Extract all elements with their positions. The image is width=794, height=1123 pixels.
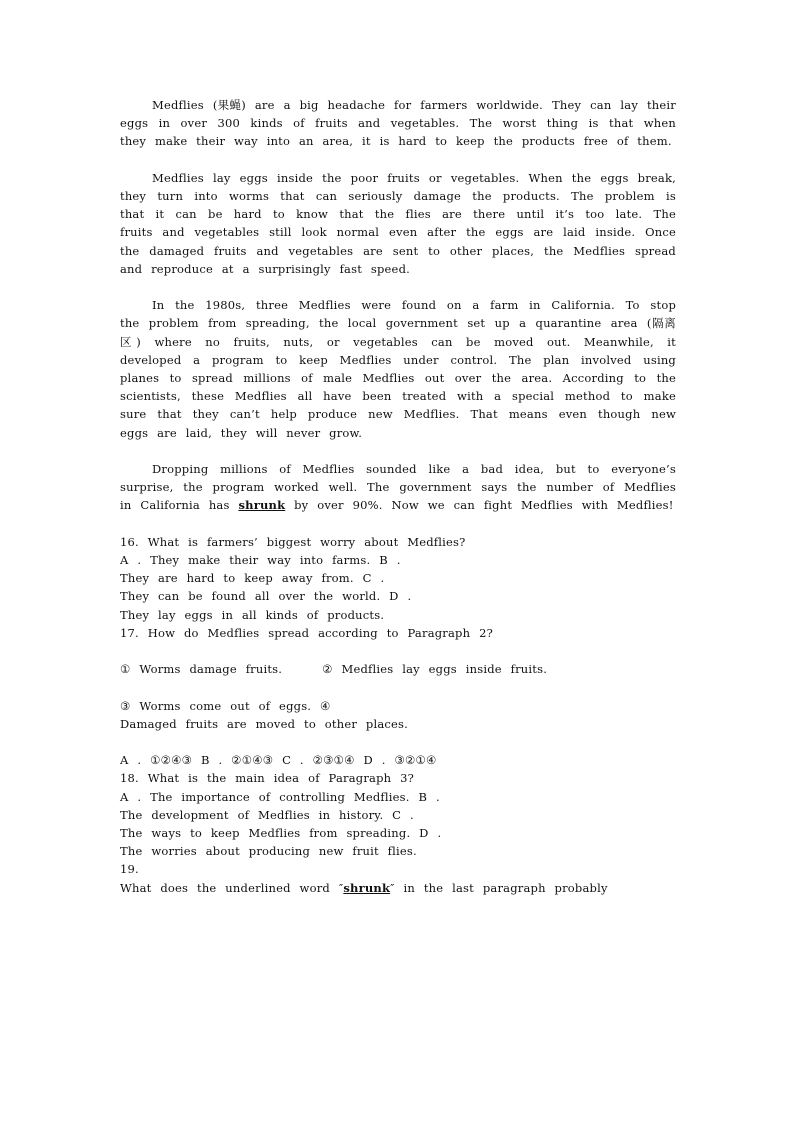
q17-steps-row-1	[120, 660, 676, 678]
q19-stem-end: ″ in the last paragraph probably	[390, 880, 608, 895]
q17-step-4: Damaged fruits are moved to other places.	[120, 716, 409, 731]
q17-stem: 17. How do Medflies spread according to Paragraph 2?	[120, 625, 493, 640]
question-17	[120, 624, 676, 770]
underlined-word-shrunk: shrunk	[238, 498, 286, 513]
q18-option-line-3: The ways to keep Medflies from spreading. D .	[120, 826, 442, 841]
question-16	[120, 533, 676, 624]
question-19	[120, 860, 676, 896]
q18-option-line-4: The worries about producing new fruit flies.	[120, 844, 417, 859]
paragraph-4-text-end: by over 90%. Now we can fight Medflies with Medflies!	[285, 498, 674, 513]
q18-option-line-2: The development of Medflies in history. C .	[120, 807, 414, 822]
q19-underlined-word: shrunk	[343, 880, 391, 895]
passage-paragraph-1: Medflies (果蝇) are a big headache for farmers worldwide. They can lay their eggs in over 300 kinds of fruits and vegetables. The worst thing is that when they make their way into an area, it is hard to keep the products free of them.	[120, 98, 676, 149]
q17-options: A . ①②④③ B . ②①④③ C . ②③①④ D . ③②①④	[120, 753, 437, 768]
q19-stem	[120, 879, 676, 897]
q18-option-line-1: A . The importance of controlling Medflies. B .	[120, 789, 440, 804]
passage-paragraph-4	[120, 460, 676, 515]
question-18	[120, 769, 676, 860]
q16-option-line-2: They are hard to keep away from. C .	[120, 571, 385, 586]
q19-number: 19.	[120, 862, 139, 877]
passage-paragraph-3: In the 1980s, three Medflies were found on a farm in California. To stop the problem from spreading, the local government set up a quarantine area (隔离区) where no fruits, nuts, or vegetables can be moved out. Meanwhile, it developed a program to keep Medflies under control. The plan involved using planes to spread millions of male Medflies out over the area. According to the scientists, these Medflies all have been treated with a special method to make sure that they can’t help produce new Medflies. That means even though new eggs are laid, they will never grow.	[120, 298, 676, 440]
q19-stem-start: What does the underlined word ″	[120, 880, 344, 895]
q17-step-3: ③ Worms come out of eggs. ④	[120, 698, 331, 713]
q16-option-line-4: They lay eggs in all kinds of products.	[120, 607, 385, 622]
q16-option-line-3: They can be found all over the world. D .	[120, 589, 412, 604]
document-page	[120, 96, 676, 897]
q17-step-2: ② Medflies lay eggs inside fruits.	[322, 662, 548, 677]
q16-option-line-1: A . They make their way into farms. B .	[120, 553, 401, 568]
paragraph-4-text-start: Dropping millions of Medflies sounded like a bad idea, but to everyone’s surprise, the program worked well. The government says the number of Medflies in California has	[120, 462, 676, 513]
q17-step-1: ① Worms damage fruits.	[120, 662, 283, 677]
q16-stem: 16. What is farmers’ biggest worry about Medflies?	[120, 534, 466, 549]
q18-stem: 18. What is the main idea of Paragraph 3?	[120, 771, 414, 786]
passage-paragraph-2: Medflies lay eggs inside the poor fruits or vegetables. When the eggs break, they turn into worms that can seriously damage the products. The problem is that it can be hard to know that the flies are there until it’s too late. The fruits and vegetables still look normal even after the eggs are laid inside. Once the damaged fruits and vegetables are sent to other places, the Medflies spread and reproduce at a surprisingly fast speed.	[120, 170, 676, 276]
